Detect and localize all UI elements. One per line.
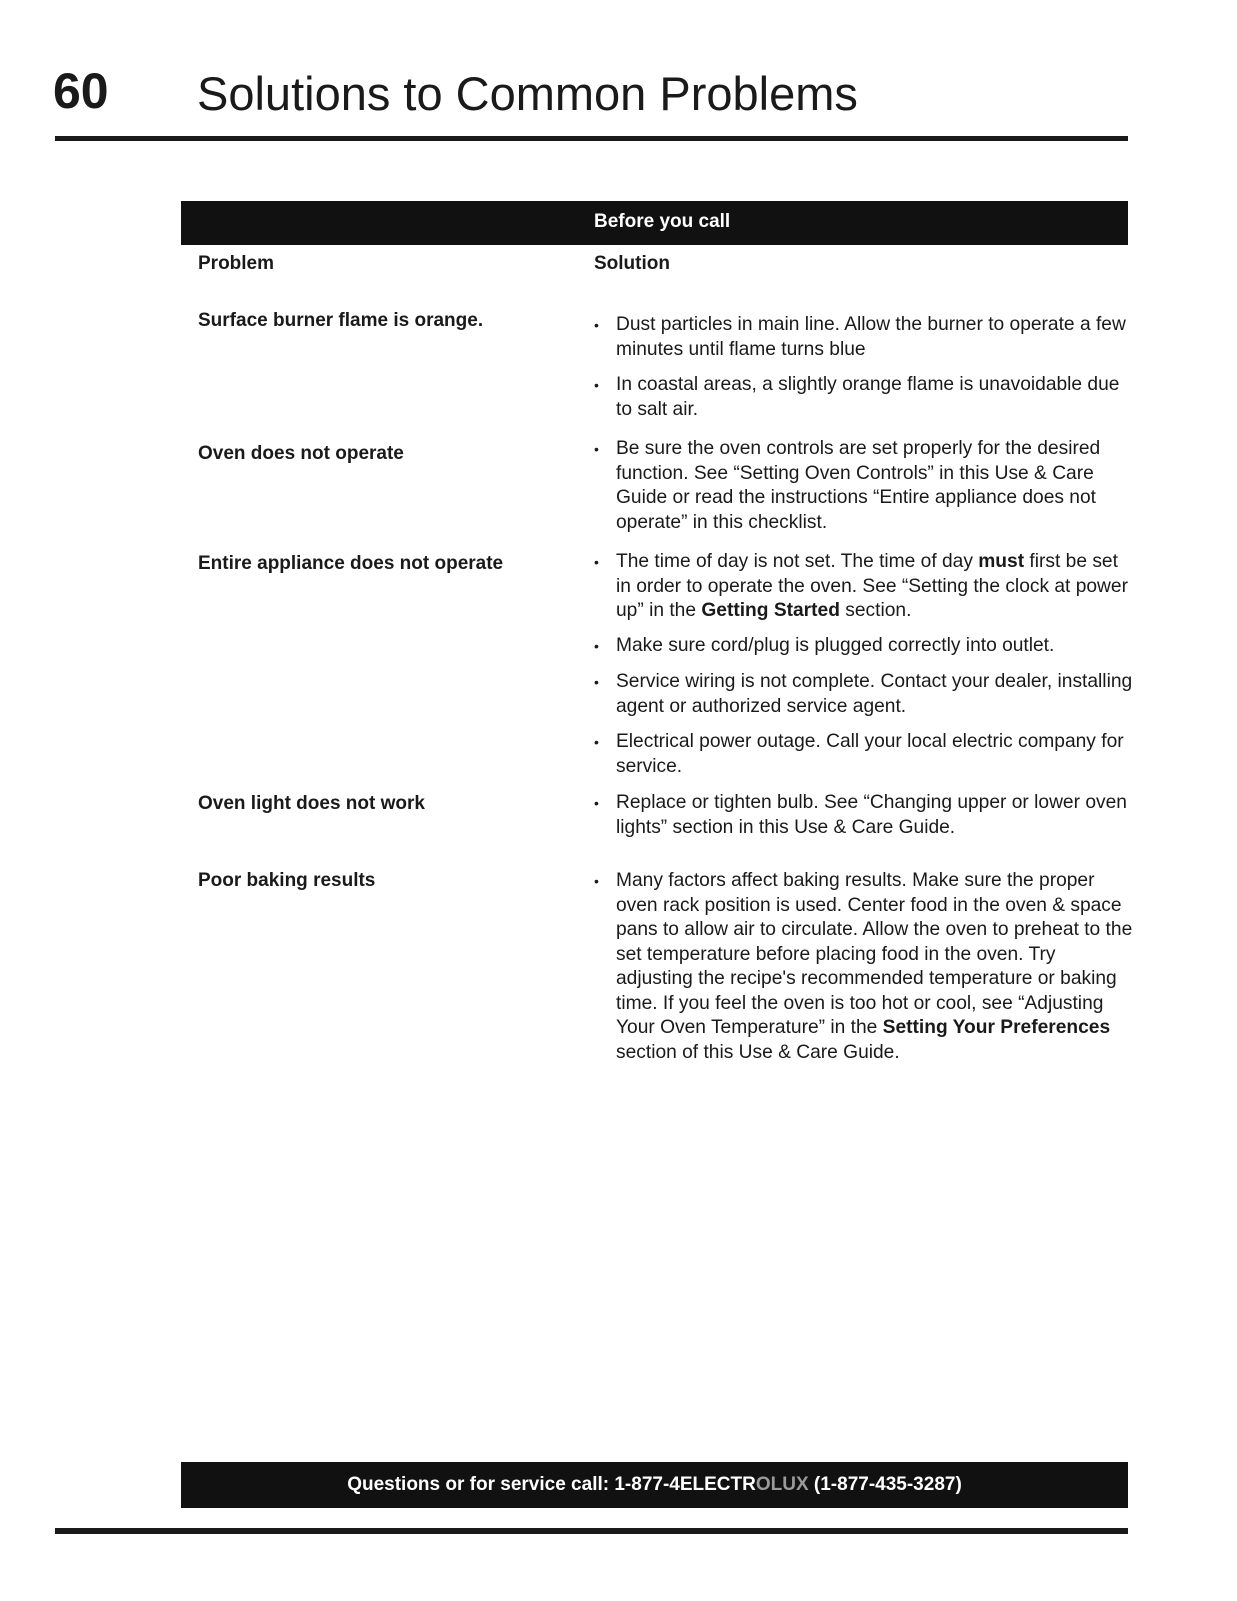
- solution-text-part: Many factors affect baking results. Make sure the proper oven rack position is used. Center food in the oven & space pans to allow air to circulate. Allow the oven to preheat to the set temperature before placing food in the oven. Try adjusting the recipe's recommended temperature or baking time. If you feel the oven is too hot or cool, see “Adjusting Your Oven Temperature” in the: [616, 870, 1133, 1038]
- footer-text-prefix: Questions or for service call: 1-877-4ELECTR: [347, 1474, 756, 1495]
- table-banner-label: Before you call: [594, 211, 731, 232]
- solution-item: [594, 791, 1134, 840]
- solution-text: Dust particles in main line. Allow the burner to operate a few minutes until flame turns blue: [616, 314, 1126, 360]
- solution-text: Make sure cord/plug is plugged correctly into outlet.: [616, 635, 1055, 656]
- bullet-icon: •: [594, 734, 599, 750]
- problem-label: Poor baking results: [198, 870, 376, 891]
- page-title: Solutions to Common Problems: [197, 67, 858, 120]
- solution-text: In coastal areas, a slightly orange flame is unavoidable due to salt air.: [616, 374, 1120, 420]
- page-number: 60: [53, 63, 109, 119]
- solution-item: [594, 313, 1134, 362]
- bullet-icon: •: [594, 873, 599, 889]
- top-rule: [55, 136, 1128, 141]
- footer-service-line: [181, 1474, 1128, 1496]
- solution-item: [594, 437, 1134, 535]
- solution-text: Be sure the oven controls are set properly for the desired function. See “Setting Oven Controls” in this Use & Care Guide or read the instructions “Entire appliance does not operate” in this checklist.: [616, 438, 1101, 533]
- solution-item: [594, 869, 1134, 1065]
- bullet-icon: •: [594, 554, 599, 570]
- bullet-icon: •: [594, 795, 599, 811]
- bullet-icon: •: [594, 441, 599, 457]
- solution-text-part: section.: [839, 600, 912, 621]
- section-ref-getting-started: Getting Started: [701, 600, 840, 621]
- solution-item: [594, 730, 1134, 779]
- solution-item: [594, 670, 1134, 719]
- problem-label: Surface burner flame is orange.: [198, 310, 484, 331]
- solution-text: Replace or tighten bulb. See “Changing upper or lower oven lights” section in this Use & Care Guide.: [616, 792, 1127, 838]
- solution-text-part: The time of day is not set. The time of day: [616, 551, 979, 572]
- bottom-rule: [55, 1528, 1128, 1534]
- solution-text: [616, 550, 1134, 624]
- emphasis-must: must: [978, 551, 1025, 572]
- section-ref-setting-your-preferences: Setting Your Preferences: [882, 1017, 1111, 1038]
- solution-text: Electrical power outage. Call your local electric company for service.: [616, 731, 1124, 777]
- bullet-icon: •: [594, 638, 599, 654]
- solution-item: [594, 373, 1134, 422]
- solution-text-part: section of this Use & Care Guide.: [616, 1041, 900, 1063]
- footer-text-suffix: (1-877-435-3287): [808, 1474, 962, 1495]
- solution-item: [594, 634, 1134, 659]
- problem-label: Oven light does not work: [198, 793, 425, 814]
- problem-label: Entire appliance does not operate: [198, 553, 504, 574]
- solution-text-part: first be set in order to operate the oven. See “Setting the clock at power up” in the: [616, 551, 1128, 621]
- bullet-icon: •: [594, 317, 599, 333]
- problem-label: Oven does not operate: [198, 443, 404, 464]
- solution-text: Service wiring is not complete. Contact your dealer, installing agent or authorized service agent.: [616, 671, 1133, 717]
- solution-item: [594, 550, 1134, 624]
- column-header-solution: Solution: [594, 253, 670, 274]
- solution-text: [616, 869, 1134, 1065]
- bullet-icon: •: [594, 674, 599, 690]
- footer-brand-tail: OLUX: [755, 1474, 809, 1495]
- bullet-icon: •: [594, 377, 599, 393]
- column-header-problem: Problem: [198, 253, 275, 274]
